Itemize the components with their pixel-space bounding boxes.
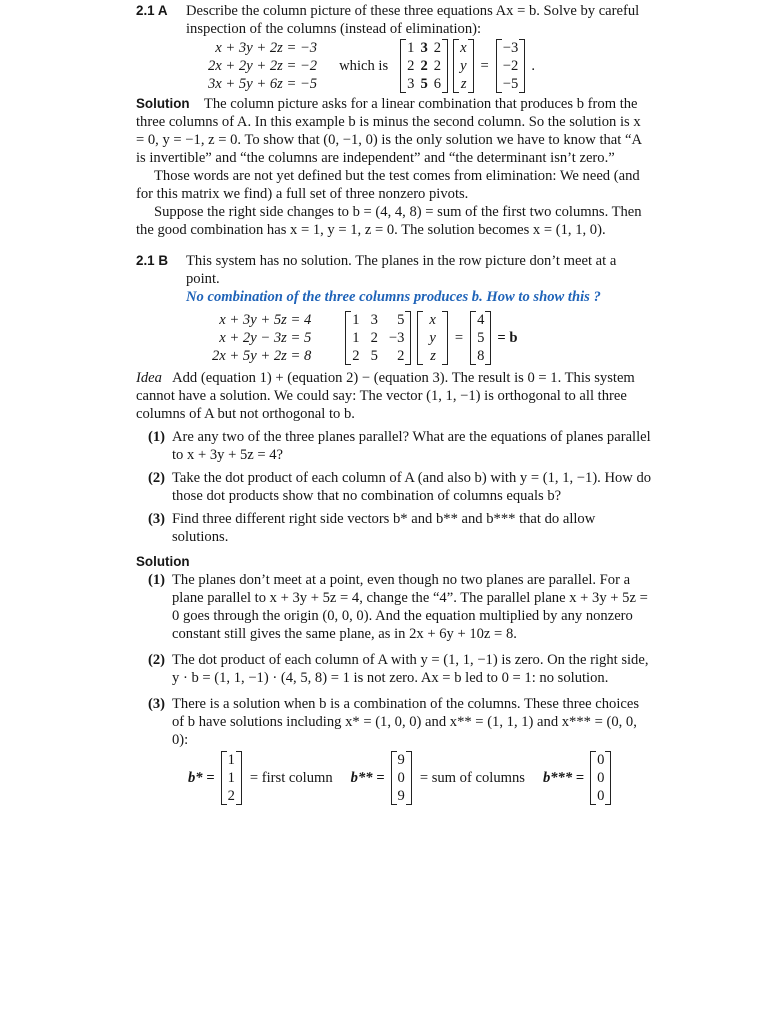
unknowns-vector: [453, 39, 473, 93]
equation: x + 2y − 3z = 5: [219, 330, 312, 346]
matrix-entry: −3: [388, 330, 405, 346]
vector-entry: 8: [477, 348, 485, 364]
matrix-entry: 2: [420, 58, 428, 74]
matrix-entry: 6: [433, 76, 442, 92]
paragraph: Those words are not yet defined but the test comes from elimination: We need (and for this matrix we find) a full set of three nonzero pivots.: [136, 168, 640, 202]
vector-entry: x: [429, 312, 436, 328]
vector-label: b* =: [188, 770, 215, 786]
question-text: Are any two of the three planes parallel? What are the equations of planes parallel to x + 3y + 5z = 4?: [172, 429, 651, 463]
vector-entry: z: [430, 348, 436, 364]
rhs-label: = b: [497, 330, 518, 346]
vector-caption: = sum of columns: [419, 770, 525, 786]
vector-entry: 4: [477, 312, 485, 328]
answer-number: (2): [148, 652, 166, 668]
matrix-entry: 5: [370, 348, 378, 364]
answer-list: [148, 571, 652, 749]
vector-caption: = first column: [249, 770, 333, 786]
answer-item: [148, 651, 652, 687]
vector-label: b** =: [350, 770, 385, 786]
vector-entry: x: [460, 40, 467, 56]
textbook-page: [136, 2, 652, 805]
vector-entry: 1: [227, 752, 235, 768]
answer-text: The planes don’t meet at a point, even though no two planes are parallel. For a plane parallel to x + 3y + 5z = 4, change the “4”. The parallel plane x + 3y + 5z = 0 goes through the origin (0, 0, 0). And the equation multiplied by any nonzero constant still gives the same plane, as in 2x + 6y + 10z = 8.: [172, 572, 648, 642]
equation: x + 3y + 5z = 4: [219, 312, 312, 328]
matrix-b: [345, 311, 411, 365]
solution-text: The column picture asks for a linear combination that produces b from the three columns of A. In this example b is minus the second column. So the solution is x = 0, y = −1, z = 0. To show that (0, −1, 0) is the only solution we have to know that “A is invertible” and “the columns are independent” and “the determinant isn’t zero.”: [136, 96, 642, 166]
example-a-solution: [136, 95, 652, 167]
answer-text: The dot product of each column of A with y = (1, 1, −1) is zero. On the right side, y · b = (1, 1, −1) · (4, 5, 8) = 1 is not zero. Ax = b led to 0 = 1: no solution.: [172, 652, 649, 686]
example-a-equations: [208, 39, 317, 93]
matrix-entry: 3: [370, 312, 378, 328]
matrix-entry: 1: [352, 330, 360, 346]
matrix-entry: 1: [407, 40, 415, 56]
answer-number: (3): [148, 696, 166, 712]
which-is-label: which is: [339, 58, 389, 74]
matrix-entry: 5: [397, 312, 405, 328]
answer-item: [148, 571, 652, 643]
rhs-vector: [496, 39, 526, 93]
vector-entry: 0: [397, 770, 405, 786]
answer-text: There is a solution when b is a combination of the columns. These three choices of b have solutions including x* = (1, 0, 0) and x** = (1, 1, 1) and x*** = (0, 0, 0):: [172, 696, 640, 748]
question-item: [148, 510, 652, 546]
example-b-prompt: This system has no solution. The planes in the row picture don’t meet at a point.: [186, 253, 617, 287]
question-text: Find three different right side vectors b* and b** and b*** that do allow solutions.: [172, 511, 596, 545]
example-b-system: x + 3y + 5z = 4 x + 2y − 3z = 5 2x + 5y + 2z = 8 1 1 2 3 2 5 5 −3 2 x y z = 4 5 8 = b: [212, 312, 518, 364]
vector-entry: −3: [502, 40, 519, 56]
question-item: [148, 428, 652, 464]
matrix-entry: 1: [352, 312, 360, 328]
matrix-entry: 2: [407, 58, 415, 74]
vector-label: b*** =: [542, 770, 585, 786]
answer-item: [148, 695, 652, 749]
idea-text: Add (equation 1) + (equation 2) − (equation 3). The result is 0 = 1. This system cannot have a solution. We could say: The vector (1, 1, −1) is orthogonal to all three columns of A but not orthogonal to b.: [136, 370, 635, 422]
matrix-column: [431, 39, 444, 93]
example-a-prompt: Describe the column picture of these three equations Ax = b. Solve by careful inspection of the columns (instead of elimination):: [186, 3, 640, 37]
equation: 2x + 5y + 2z = 8: [212, 348, 312, 364]
unknowns-vector: [417, 311, 447, 365]
vector-entry: 0: [597, 770, 605, 786]
matrix-entry: 2: [433, 40, 442, 56]
blue-question: No combination of the three columns produces b. How to show this ?: [186, 289, 601, 305]
question-list: [148, 428, 652, 546]
vector-entry: 9: [397, 752, 405, 768]
example-b-header: [136, 252, 652, 288]
matrix-entry: 3: [407, 76, 415, 92]
matrix-a: [400, 39, 448, 93]
matrix-entry: 2: [397, 348, 405, 364]
vector-entry: 9: [397, 788, 405, 804]
rhs-vector: [470, 311, 491, 365]
vector-entry: z: [460, 76, 467, 92]
example-b-equations: [212, 311, 311, 365]
vector-b-triple-star: [590, 751, 611, 805]
question-number: (1): [148, 429, 166, 445]
example-a-system: x + 3y + 2z = −3 2x + 2y + 2z = −2 3x + 5y + 6z = −5 which is 1 2 3 3 2 5 2 2 6 x y z = −3 −2 −5 .: [208, 40, 535, 92]
equation: 3x + 5y + 6z = −5: [208, 76, 318, 92]
question-text: Take the dot product of each column of A (and also b) with y = (1, 1, −1). How do those dot products show that no combination of columns equals b?: [172, 470, 652, 504]
matrix-column: [404, 39, 417, 93]
example-b-number: 2.1 B: [136, 253, 169, 268]
vector-entry: −5: [502, 76, 519, 92]
vector-entry: y: [429, 330, 436, 346]
matrix-entry: 2: [433, 58, 442, 74]
vector-entry: 5: [477, 330, 485, 346]
answer-number: (1): [148, 572, 166, 588]
vector-entry: 2: [227, 788, 235, 804]
matrix-entry: 5: [420, 76, 428, 92]
example-a-number: 2.1 A: [136, 3, 168, 18]
solution-heading: Solution: [136, 554, 190, 569]
solution-label: Solution: [136, 96, 190, 111]
equation: 2x + 2y + 2z = −2: [208, 58, 318, 74]
question-number: (3): [148, 511, 166, 527]
vector-entry: 0: [597, 752, 605, 768]
idea-paragraph: [136, 369, 652, 423]
matrix-entry: 3: [420, 40, 428, 56]
paragraph: Suppose the right side changes to b = (4, 4, 8) = sum of the first two columns. Then the good combination has x = 1, y = 1, z = 0. The solution becomes x = (1, 1, 0).: [136, 204, 642, 238]
example-a-header: [136, 2, 652, 38]
matrix-column-bold: [417, 39, 430, 93]
vector-entry: y: [460, 58, 467, 74]
vector-b-double-star: [391, 751, 412, 805]
vector-entry: −2: [502, 58, 519, 74]
question-item: [148, 469, 652, 505]
solution-vectors: [188, 751, 652, 805]
question-number: (2): [148, 470, 166, 486]
equation: x + 3y + 2z = −3: [215, 40, 318, 56]
matrix-entry: 2: [370, 330, 378, 346]
vector-b-star: [221, 751, 242, 805]
matrix-entry: 2: [352, 348, 360, 364]
vector-entry: 0: [597, 788, 605, 804]
vector-entry: 1: [227, 770, 235, 786]
idea-label: Idea: [136, 370, 162, 386]
